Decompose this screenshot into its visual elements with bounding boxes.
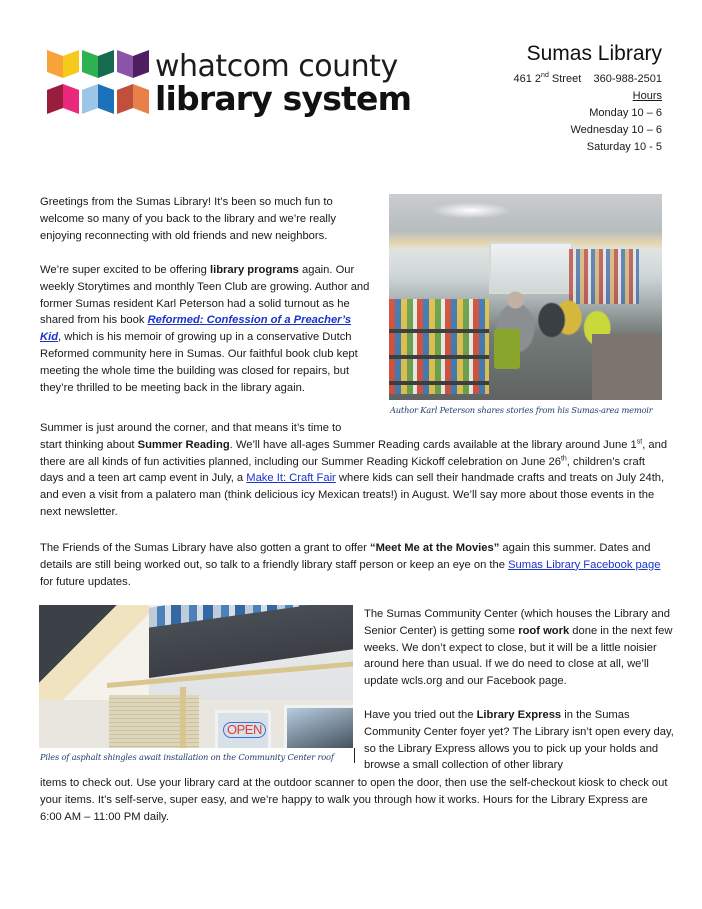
branch-address-line — [514, 71, 662, 88]
summer-text-d: , and there are all kinds of fun activities planned, including our Summer Reading Kickoff celebration on June 26 — [40, 438, 668, 468]
book-title-link[interactable]: Reformed: Confession of a Preacher’s Kid — [40, 314, 352, 344]
movies-bold: “Meet Me at the Movies” — [370, 542, 500, 554]
photo-chair — [494, 329, 520, 369]
programs-text-b: again. Our weekly Storytimes and monthly Teen Club are growing. Author and former Sumas resident Karl Peterson had a solid turnout as he shared from his book — [40, 264, 370, 327]
express-continued-text: items to check out. Use your library card at the outdoor scanner to open the door, then use the self-checkout kiosk to check out your items. It’s self-serve, super easy, and we’re happy to walk you through how it works. Hours for the Library Express are 6:00 AM – 11:00 PM daily. — [40, 777, 668, 823]
logo-line-1: whatcom county — [155, 49, 398, 84]
hours-title: Hours — [632, 90, 662, 102]
author-photo-caption: Author Karl Peterson shares stories from his Sumas-area memoir — [390, 405, 653, 415]
express-text-a: Have you tried out the — [364, 709, 477, 721]
paragraph-greetings — [40, 194, 365, 244]
ordinal-th: th — [560, 454, 567, 462]
paragraph-programs — [40, 262, 370, 396]
roof-text-a: The Sumas Community Center (which houses the Library and Senior Center) is getting some — [364, 608, 670, 637]
library-express-bold: Library Express — [476, 709, 562, 721]
community-center-roof-photo — [39, 605, 353, 748]
book-chevrons-logo-icon — [47, 46, 149, 116]
craft-fair-link[interactable]: Make It: Craft Fair — [246, 472, 336, 485]
address-number: 461 2 — [513, 73, 542, 85]
paragraph-library-express — [364, 707, 674, 774]
roof-work-bold: roof work — [518, 624, 570, 637]
facebook-page-link[interactable]: Sumas Library Facebook page — [508, 558, 661, 571]
paragraph-summer-reading — [40, 420, 670, 521]
greetings-text: Greetings from the Sumas Library! It’s been so much fun to welcome so many of you back to the library and we’re really enjoying reconnecting with old friends and new neighbors. — [40, 196, 336, 242]
branch-phone: 360-988-2501 — [593, 73, 662, 85]
wcls-logo — [47, 46, 412, 120]
hours-saturday: Saturday 10 - 5 — [586, 141, 662, 153]
summer-reading-bold: Summer Reading — [137, 438, 230, 451]
movies-text-c: for future updates. — [40, 575, 131, 588]
hours-wednesday: Wednesday 10 – 6 — [570, 124, 662, 136]
roof-photo-caption: Piles of asphalt shingles await installation on the Community Center roof — [40, 752, 334, 762]
movies-text-a: The Friends of the Sumas Library have also gotten a grant to offer — [40, 542, 371, 554]
address-ordinal: nd — [541, 72, 549, 79]
express-text-b: in the Sumas Community Center foyer yet? The Library isn’t open every day, so the Library Express allows you to pick up your holds and browse a small collection of other library — [364, 709, 674, 772]
photo-bookshelf-front — [389, 299, 489, 394]
photo-partition — [592, 334, 662, 400]
movies-text-b: again this summer. Dates and details are still being worked out, so talk to a friendly library staff person or keep an eye on the — [40, 542, 651, 571]
author-event-photo — [389, 194, 662, 400]
summer-text-a: Summer is just around the corner, and that means it’s time to — [40, 422, 342, 434]
paragraph-express-continued — [40, 775, 670, 825]
caption-divider — [354, 748, 355, 763]
roof-text-b: done in the next few weeks. We don’t expect to close, but it will be a little noisier around here than usual. If we do need to close at all, we’ll update wcls.org and our Facebook page. — [364, 624, 673, 688]
branch-name: Sumas Library — [526, 42, 662, 65]
photo-window-right — [284, 705, 353, 748]
summer-text-e: , children’s craft days and a teen art camp event in July, a — [40, 455, 645, 485]
paragraph-roof-work — [364, 606, 674, 690]
logo-line-2: library system — [155, 79, 412, 118]
summer-text-b: start thinking about — [40, 438, 138, 451]
open-sign: OPEN — [223, 722, 266, 738]
programs-bold: library programs — [209, 264, 299, 276]
logo-wordmark — [155, 49, 412, 118]
summer-text-c: . We’ll have all-ages Summer Reading cards available at the library around June 1 — [229, 438, 637, 451]
programs-text-a: We’re super excited to be offering — [40, 264, 210, 276]
address-street: Street — [548, 73, 582, 85]
ordinal-st: st — [636, 438, 643, 446]
photo-downspout — [180, 687, 186, 748]
paragraph-movies — [40, 540, 670, 590]
hours-monday: Monday 10 – 6 — [589, 107, 662, 119]
summer-text-f: where kids can sell their handmade crafts and treats on July 24th, and even a visit from a palatero man (think delicious icy Mexican treats!) in August. We’ll say more about those events in the next newsletter. — [40, 472, 665, 518]
branch-info — [514, 40, 662, 156]
programs-text-c: , which is his memoir of growing up in a conservative Dutch Reformed community here in Sumas. Our faithful book club kept meeting the whole time the building was closed for repairs, but they’re thrilled to be meeting back in the library again. — [40, 331, 358, 394]
